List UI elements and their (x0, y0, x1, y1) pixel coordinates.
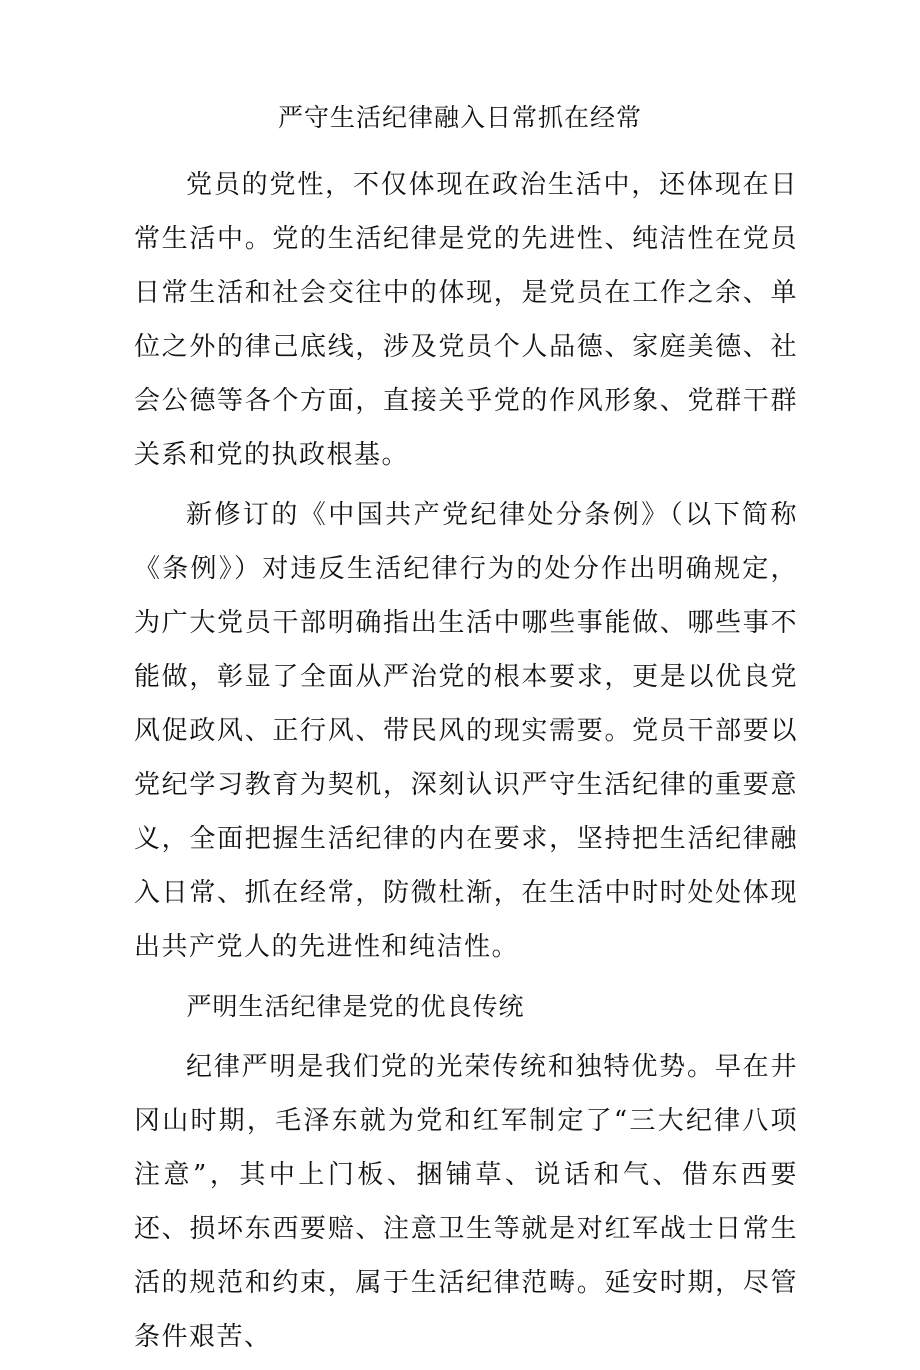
section-subheading: 严明生活纪律是党的优良传统 (186, 992, 525, 1021)
paragraph-party-spirit: 党员的党性，不仅体现在政治生活中，还体现在日常生活中。党的生活纪律是党的先进性、纯洁性在党员日常生活和社会交往中的体现，是党员在工作之余、单位之外的律己底线，涉及党员个人品德、家庭美德、社会公德等各个方面，直接关乎党的作风形象、党群干群关系和党的执政根基。 (134, 170, 798, 470)
paragraph-tradition: 纪律严明是我们党的光荣传统和独特优势。早在井冈山时期，毛泽东就为党和红军制定了“三大纪律八项注意”，其中上门板、捆铺草、说话和气、借东西要还、损坏东西要赔、注意卫生等就是对红军战士日常生活的规范和约束，属于生活纪律范畴。延安时期，尽管条件艰苦、 (134, 1052, 798, 1352)
document-body (134, 158, 798, 1370)
document-title: 严守生活纪律融入日常抓在经常 (277, 103, 642, 132)
paragraph-regulations: 新修订的《中国共产党纪律处分条例》（以下简称《条例》）对违反生活纪律行为的处分作出明确规定，为广大党员干部明确指出生活中哪些事能做、哪些事不能做，彰显了全面从严治党的根本要求，更是以优良党风促政风、正行风、带民风的现实需要。党员干部要以党纪学习教育为契机，深刻认识严守生活纪律的重要意义，全面把握生活纪律的内在要求，坚持把生活纪律融入日常、抓在经常，防微杜渐，在生活中时时处处体现出共产党人的先进性和纯洁性。 (134, 500, 798, 962)
